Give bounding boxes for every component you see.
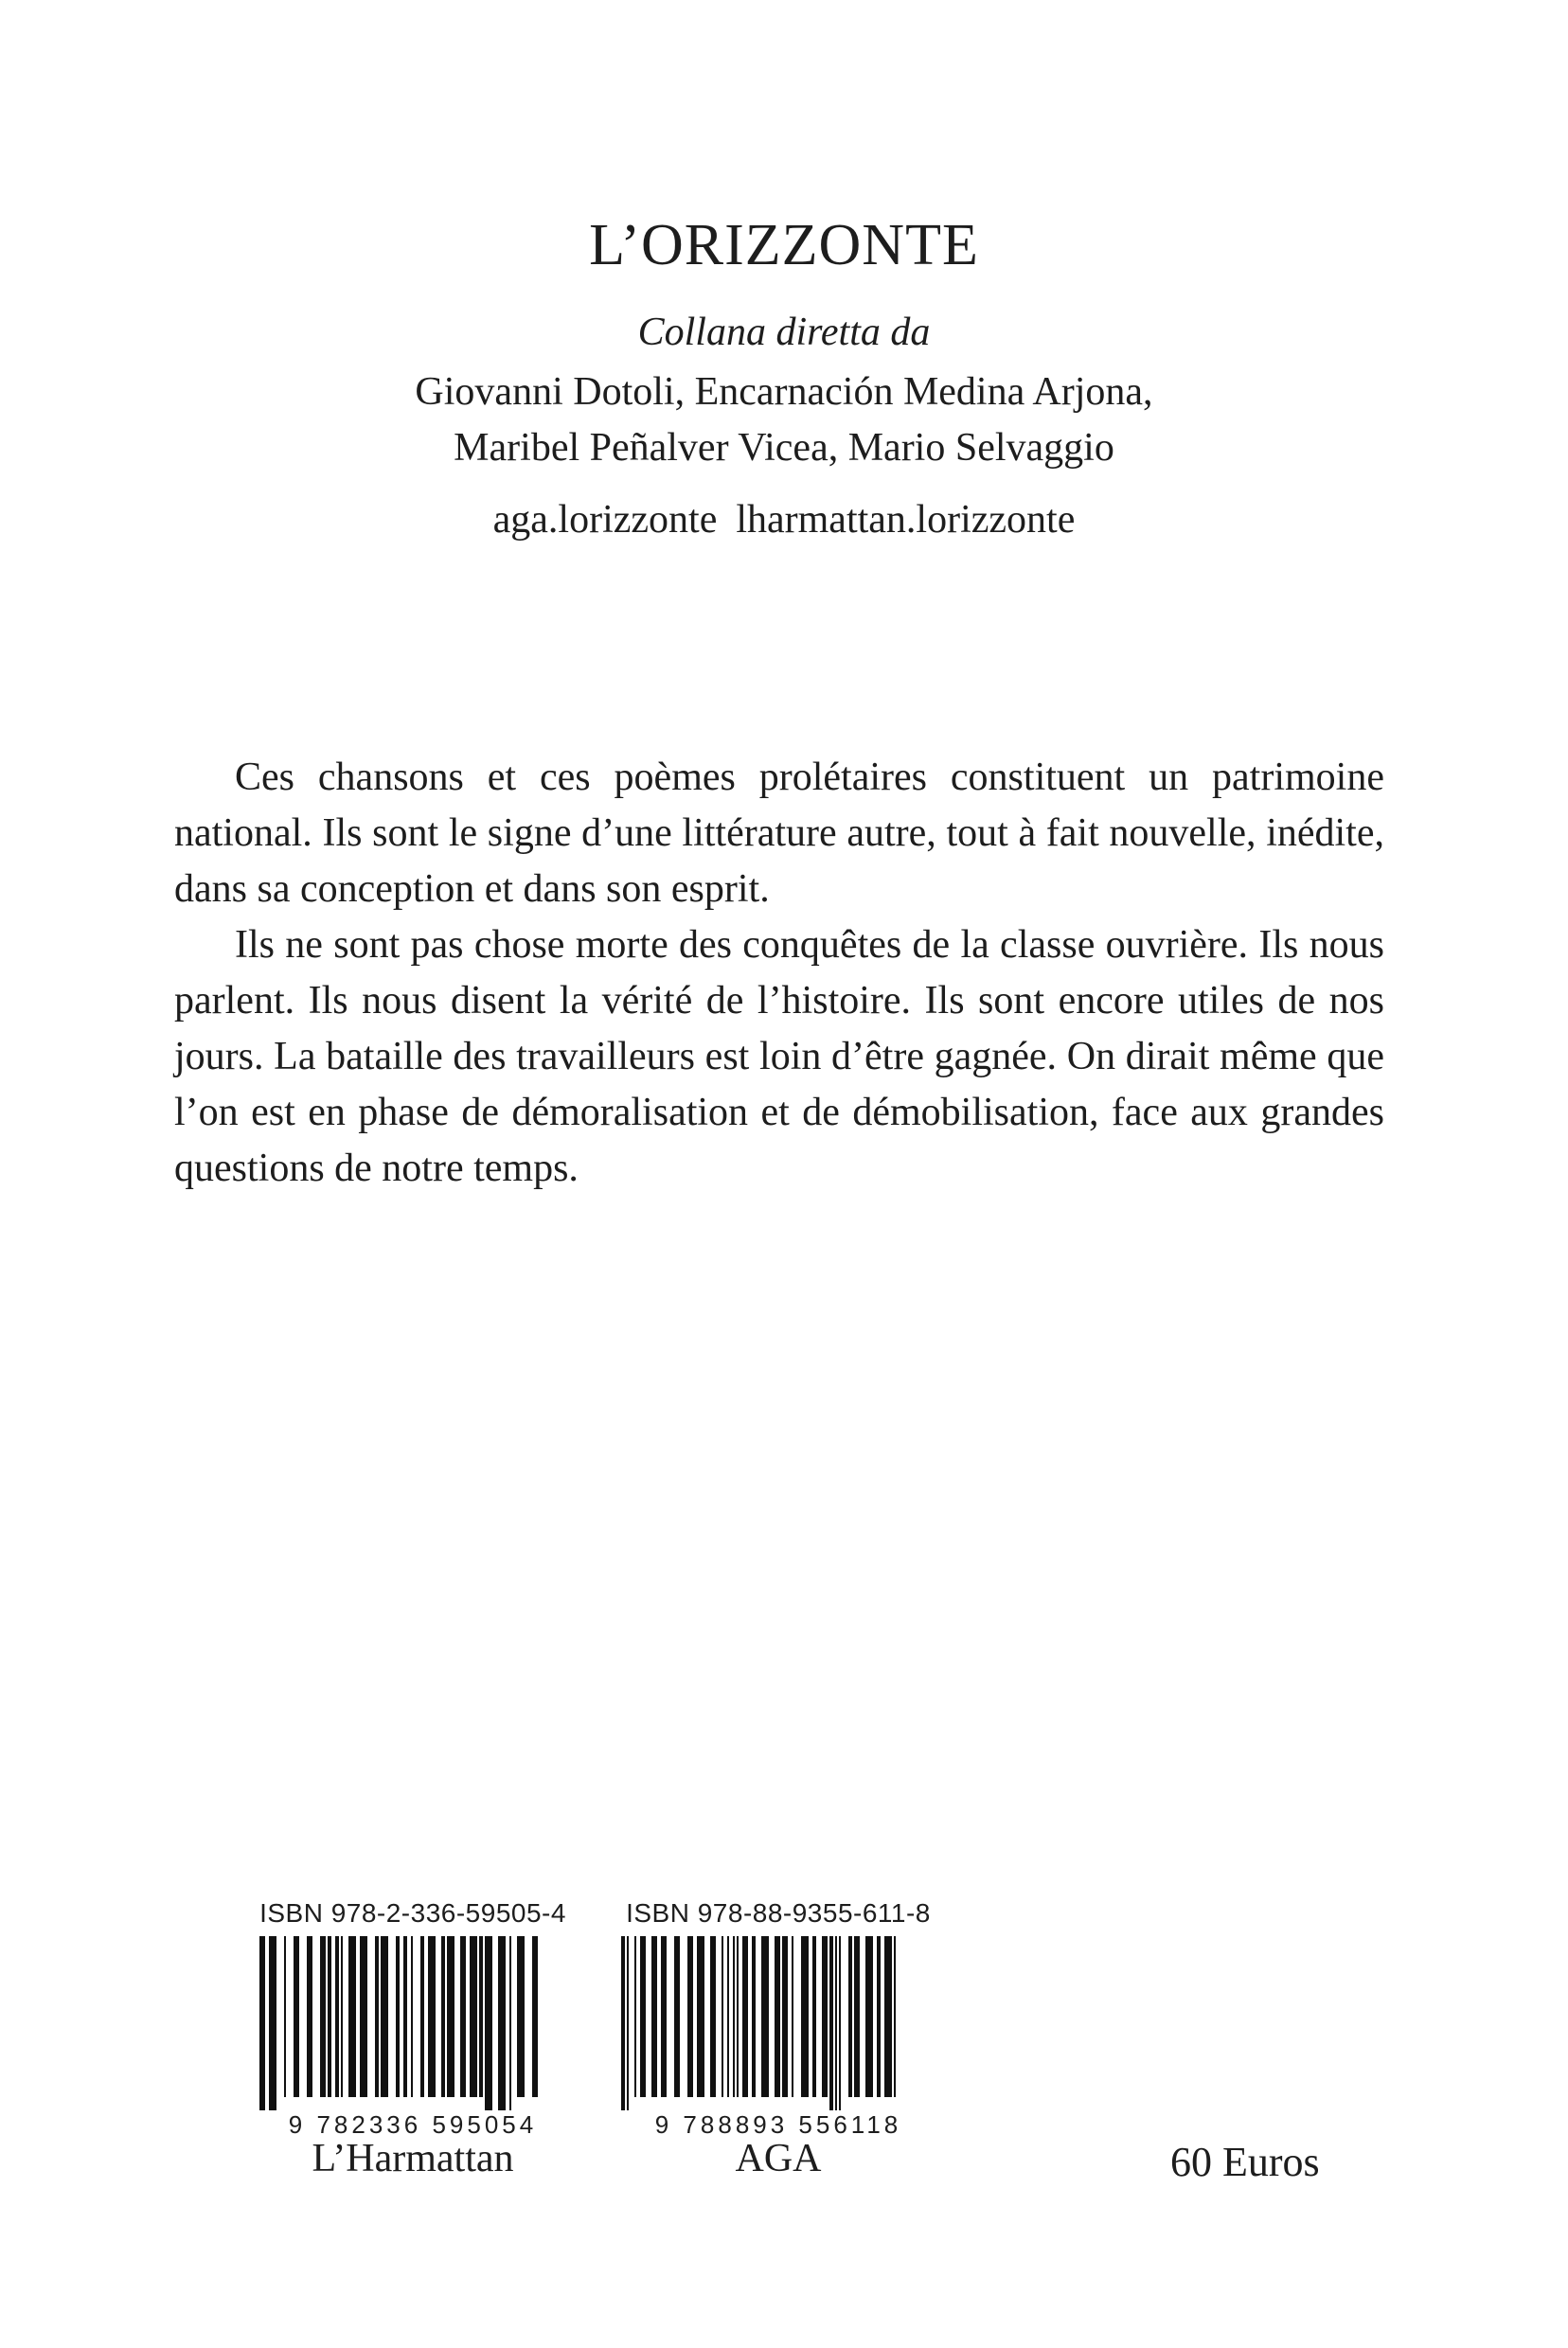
handle-lharmattan: lharmattan.lorizzonte	[736, 498, 1076, 542]
isbn-label: ISBN 978-2-336-59505-4	[259, 1898, 566, 1928]
price: 60 Euros	[1170, 2139, 1320, 2185]
barcode-harmattan	[214, 1900, 612, 2179]
directors-line-1: Giovanni Dotoli, Encarnación Medina Arjona,	[415, 370, 1153, 414]
directors-line-2: Maribel Peñalver Vicea, Mario Selvaggio	[454, 426, 1114, 470]
back-cover-blurb	[174, 750, 1384, 1197]
publisher-name: L’Harmattan	[312, 2137, 514, 2180]
barcode-digits: 9 782336 595054	[288, 2110, 538, 2139]
barcode-image	[259, 1936, 543, 2110]
barcode-digits: 9 788893 556118	[654, 2110, 902, 2139]
blurb-paragraph: Ils ne sont pas chose morte des conquêtes de la classe ouvrière. Ils nous parlent. Ils nous disent la vérité de l’histoire. Ils sont encore utiles de nos jours. La bataille des travailleurs est loin d’être gagnée. On dirait même que l’on est en phase de démoralisation et de démobilisation, face aux grandes questions de notre temps.	[174, 923, 1384, 1190]
barcode-aga	[579, 1900, 977, 2179]
series-title: L’ORIZZONTE	[589, 213, 979, 277]
social-handles	[0, 500, 1568, 540]
barcode-image	[621, 1936, 905, 2110]
isbn-label: ISBN 978-88-9355-611-8	[626, 1898, 931, 1928]
blurb-paragraph: Ces chansons et ces poèmes prolétaires constituent un patrimoine national. Ils sont le signe d’une littérature autre, tout à fait nouvelle, inédite, dans sa conception et dans son esprit.	[174, 756, 1384, 911]
series-directors	[0, 365, 1568, 476]
series-directed-by: Collana diretta da	[637, 311, 931, 354]
handle-aga: aga.lorizzonte	[492, 498, 718, 542]
publisher-name: AGA	[735, 2137, 822, 2180]
